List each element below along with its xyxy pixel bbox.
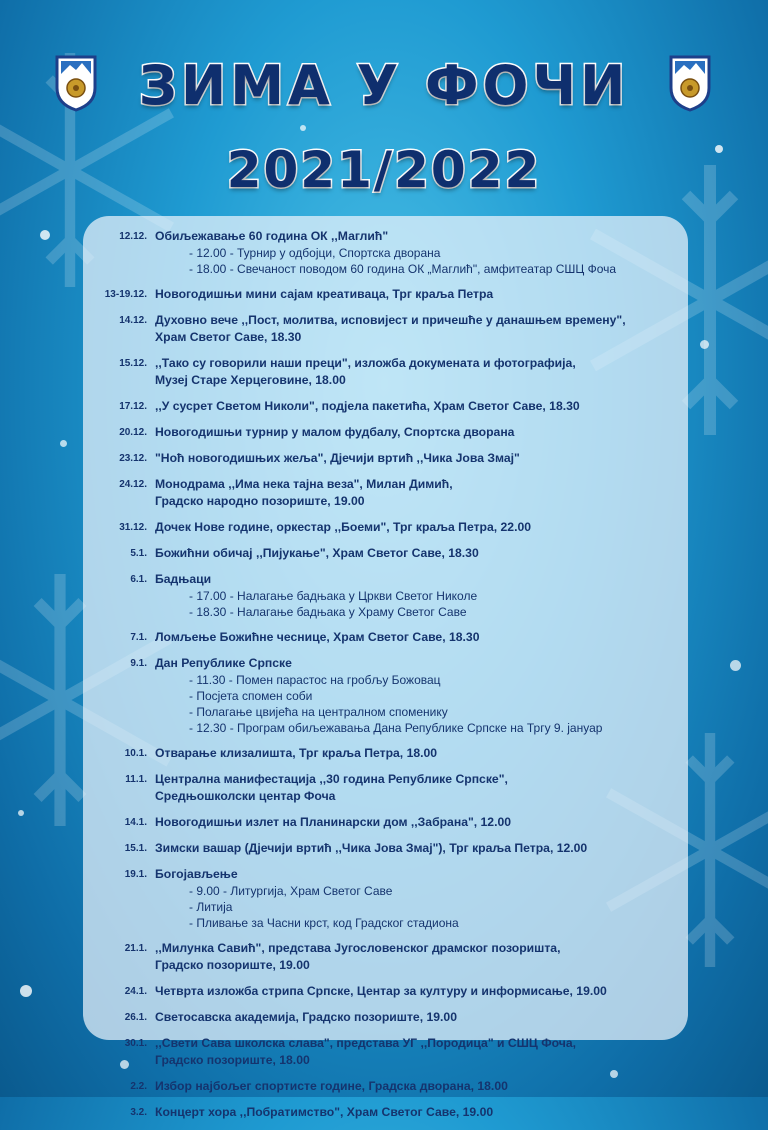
event-title: Новогодишњи излет на Планинарски дом ,,Забрана", 12.00 (155, 815, 512, 829)
event-title: Централна манифестација ,,30 година Републике Српске", (155, 772, 508, 786)
event-title: Избор најбољег спортисте године, Градска дворана, 18.00 (155, 1079, 508, 1093)
event-date: 11.1. (125, 774, 147, 785)
event-title: Ломљење Божићне чеснице, Храм Светог Саве, 18.30 (155, 630, 480, 644)
event-title: Духовно вече ,,Пост, молитва, исповијест и причешће у данашњем времену", (155, 313, 626, 327)
event-title: Концерт хора ,,Побратимство", Храм Светог Саве, 19.00 (155, 1105, 494, 1119)
snow-dot (20, 985, 32, 997)
event-item (83, 629, 688, 646)
event-date: 21.1. (124, 943, 147, 954)
coat-of-arms-icon (54, 54, 98, 112)
event-title: ,,У сусрет Светом Николи", подјела пакетића, Храм Светог Саве, 18.30 (155, 399, 580, 413)
event-date: 15.12. (119, 358, 147, 369)
event-item (83, 866, 688, 931)
event-title: Бадњаци (155, 572, 212, 586)
event-date: 24.1. (124, 986, 147, 997)
event-title: Божићни обичај ,,Пијукање", Храм Светог Саве, 18.30 (155, 546, 479, 560)
event-detail: - 12.00 - Турнир у одбојци, Спортска дворана (189, 246, 441, 260)
event-title: Дочек Нове године, оркестар ,,Боеми", Трг краља Петра, 22.00 (155, 520, 532, 534)
event-title: ,,Свети Сава школска слава", представа УГ ,,Породица" и СШЦ Фоча, (155, 1036, 576, 1050)
event-date: 14.12. (119, 315, 147, 326)
event-title: Градско позориште, 18.00 (155, 1053, 310, 1067)
event-date: 23.12. (119, 453, 147, 464)
event-date: 19.1. (124, 869, 147, 880)
event-title: Храм Светог Саве, 18.30 (155, 330, 302, 344)
event-date: 31.12. (119, 522, 147, 533)
event-date: 10.1. (124, 748, 147, 759)
event-item (83, 424, 688, 441)
event-item (83, 1104, 688, 1121)
event-detail: - 9.00 - Литургија, Храм Светог Саве (189, 884, 393, 898)
event-item (83, 355, 688, 389)
snow-dot (60, 440, 67, 447)
event-item (83, 571, 688, 620)
event-item (83, 476, 688, 510)
event-item (83, 983, 688, 1000)
event-detail: - Пливање за Часни крст, код Градског стадиона (189, 916, 459, 930)
snow-dot (730, 660, 741, 671)
event-item (83, 655, 688, 736)
event-detail: - 18.30 - Налагање бадњака у Храму Светог Саве (189, 605, 467, 619)
event-list (83, 228, 688, 1130)
event-title: ,,Тако су говорили наши преци", изложба докумената и фотографија, (155, 356, 576, 370)
event-item (83, 519, 688, 536)
event-date: 12.12. (119, 231, 147, 242)
event-item (83, 398, 688, 415)
event-title: Средњошколски центар Фоча (155, 789, 336, 803)
event-detail: - 11.30 - Помен парастос на гробљу Божовац (189, 673, 441, 687)
event-item (83, 940, 688, 974)
event-item (83, 745, 688, 762)
event-title: Обиљежавање 60 година ОК ,,Маглић" (155, 229, 389, 243)
event-item (83, 1009, 688, 1026)
event-title: Богојављење (155, 867, 238, 881)
event-date: 30.1. (124, 1038, 147, 1049)
event-date: 6.1. (130, 574, 147, 585)
event-item (83, 450, 688, 467)
event-date: 5.1. (130, 548, 147, 559)
page-title: ЗИМА У ФОЧИ (138, 54, 630, 117)
event-date: 20.12. (119, 427, 147, 438)
event-title: Дан Републике Српске (155, 656, 292, 670)
event-item (83, 286, 688, 303)
event-item (83, 840, 688, 857)
event-item (83, 312, 688, 346)
event-date: 14.1. (124, 817, 147, 828)
event-title: Монодрама ,,Има нека тајна веза", Милан Димић, (155, 477, 453, 491)
event-title: Новогодишњи турнир у малом фудбалу, Спортска дворана (155, 425, 515, 439)
event-title: Градско позориште, 19.00 (155, 958, 310, 972)
event-title: "Ноћ новогодишњих жеља", Дјечији вртић ,,Чика Јова Змај" (155, 451, 520, 465)
event-item (83, 228, 688, 277)
event-detail: - Литија (189, 900, 233, 914)
coat-of-arms-icon (668, 54, 712, 112)
event-item (83, 1035, 688, 1069)
event-title: Градско народно позориште, 19.00 (155, 494, 365, 508)
event-title: ,,Милунка Савић", представа Југословенског драмског позоришта, (155, 941, 561, 955)
event-title: Светосавска академија, Градско позориште, 19.00 (155, 1010, 457, 1024)
event-date: 24.12. (119, 479, 147, 490)
event-detail: - 18.00 - Свечаност поводом 60 година ОК „Маглић", амфитеатар СШЦ Фоча (189, 262, 617, 276)
event-date: 9.1. (130, 658, 147, 669)
event-date: 2.2. (130, 1081, 147, 1092)
event-date: 3.2. (130, 1107, 147, 1118)
event-detail: - 12.30 - Програм обиљежавања Дана Републике Српске на Тргу 9. јануар (189, 721, 603, 735)
event-title: Четврта изложба стрипа Српске, Центар за културу и информисање, 19.00 (155, 984, 607, 998)
event-title: Зимски вашар (Дјечији вртић ,,Чика Јова Змај"), Трг краља Петра, 12.00 (155, 841, 588, 855)
event-date: 7.1. (130, 632, 147, 643)
snow-dot (18, 810, 24, 816)
event-date: 13-19.12. (104, 289, 147, 300)
event-title: Музеј Старе Херцеговине, 18.00 (155, 373, 346, 387)
event-title: Отварање клизалишта, Трг краља Петра, 18.00 (155, 746, 438, 760)
event-item (83, 1078, 688, 1095)
event-item (83, 545, 688, 562)
event-detail: - Посјета спомен соби (189, 689, 313, 703)
snow-dot (700, 340, 709, 349)
event-detail: - Полагање цвијећа на централном споменику (189, 705, 448, 719)
season-year: 2021/2022 (226, 141, 542, 199)
event-title: Новогодишњи мини сајам креативаца, Трг краља Петра (155, 287, 494, 301)
event-item (83, 771, 688, 805)
snow-dot (300, 125, 306, 131)
header (0, 54, 768, 118)
snow-dot (40, 230, 50, 240)
event-date: 17.12. (119, 401, 147, 412)
event-date: 26.1. (124, 1012, 147, 1023)
event-item (83, 814, 688, 831)
event-detail: - 17.00 - Налагање бадњака у Цркви Светог Николе (189, 589, 478, 603)
event-date: 15.1. (124, 843, 147, 854)
